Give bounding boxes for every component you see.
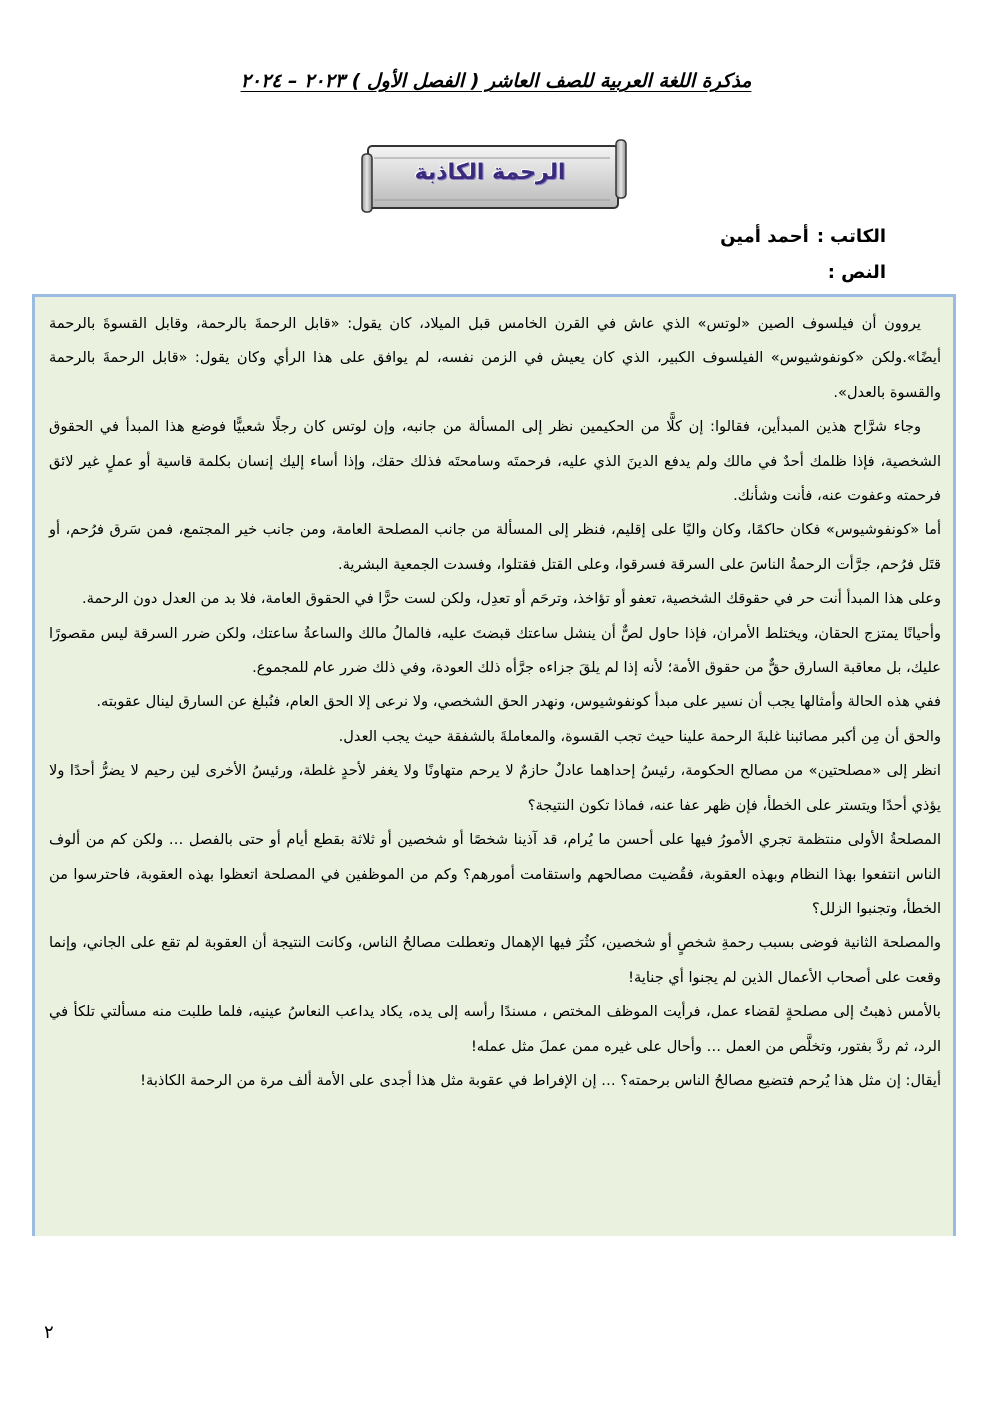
- author-label: الكاتب: [830, 226, 886, 247]
- paragraph: يروون أن فيلسوف الصين «لوتس» الذي عاش في القرن الخامس قبل الميلاد، كان يقول: «قابل الرحمةَ بالرحمة، وقابل القسوةَ بالرحمة أيضًا».ولكن «كونفوشيوس» الفيلسوف الكبير، الذي كان يعيش في الزمن نفسه، لم يوافق على هذا الرأي وكان يقول: «قابل الرحمةَ بالرحمة والقسوة بالعدل».: [49, 315, 941, 401]
- paragraph: وأحيانًا يمتزج الحقان، ويختلط الأمران، فإذا حاول لصٌّ أن ينشل ساعتك قبضتَ عليه، فالمالُ مالك والساعةُ ساعتك، ولكن ضرر السرقة ليس مقصورًا عليك، بل معاقبة السارق حقٌّ من حقوق الأمة؛ لأنه إذا لم يلقَ جزاءه جرَّأه ذلك العودة، وفي ذلك ضرر عام للمجموع.: [49, 624, 941, 677]
- paragraph: وعلى هذا المبدأ أنت حر في حقوقك الشخصية، تعفو أو تؤاخذ، وترحَم أو تعدِل، ولكن لست حرًّا في الحقوق العامة، فلا بد من العدل دون الرحمة.: [82, 590, 941, 608]
- paragraph: بالأمس ذهبتُ إلى مصلحةٍ لقضاء عمل، فرأيت الموظف المختص ، مسندًا رأسه إلى يده، يكاد يداعب النعاسُ عينيه، فلما طلبت منه مسألتي تلكأ في الرد، ثم ردَّ بفتور، وتخلَّص من العمل … وأحال على غيره ممن عملَ مثل عمله!: [49, 1003, 941, 1055]
- lesson-title: الرحمة الكاذبة: [414, 160, 566, 185]
- page-number: ٢: [44, 1322, 54, 1343]
- paragraph: انظر إلى «مصلحتين» من مصالح الحكومة، رئيسُ إحداهما عادلٌ حازمٌ لا يرحم متهاونًا ولا يغفر لأحدٍ غلطة، ورئيسُ الأخرى لين رحيم لا يضرُّ أحدًا ولا يؤذي أحدًا ويتستر على الخطأ، فإن ظهر عفا عنه، فماذا تكون النتيجة؟: [49, 762, 941, 814]
- author-name: أحمد أمين: [720, 226, 809, 247]
- author-line: [720, 226, 886, 247]
- paragraph: وجاء شرَّاح هذين المبدأين، فقالوا: إن كلًّا من الحكيمين نظر إلى المسألة من جانبه، وإن لوتس كان رجلًا شعبيًّا فوضع هذا المبدأ في الحقوق الشخصية، فإذا ظلمك أحدٌ في مالك ولم يدفع الدينَ الذي عليه، فرحمتَه وسامحتَه فذلك حقك، وإذا أساء إليك إنسان بكلمة قاسية أو عملٍ غير لائق فرحمته وعفوت عنه، فأنت وشأنك.: [49, 418, 941, 505]
- reading-text-box: [32, 294, 956, 1236]
- reading-text: [49, 307, 941, 1098]
- paragraph: والمصلحة الثانية فوضى بسبب رحمةِ شخصٍ أو شخصين، كثُرَ فيها الإهمال وتعطلت مصالحُ الناس، وكانت النتيجة أن العقوبة لم تقع على الجاني، وإنما وقعت على أصحاب الأعمال الذين لم يجنوا أي جناية!: [49, 934, 941, 986]
- paragraph: المصلحةُ الأولى منتظمة تجري الأمورُ فيها على أحسن ما يُرام، قد آذينا شخصًا أو شخصين أو ثلاثة بقطع أيام أو حتى بالفصل … ولكن كم من ألوف الناس انتفعوا بهذا النظام وبهذه العقوبة، فقُضيت مصالحهم واستقامت أمورهم؟ وكم من الموظفين في المصلحة اتعظوا بهذه العقوبة، فاحترسوا من الخطأ، وتجنبوا الزلل؟: [49, 831, 941, 917]
- paragraph: أيقال: إن مثل هذا يُرحم فتضيع مصالحُ الناس برحمته؟ … إن الإفراط في عقوبة مثل هذا أجدى على الأمة ألف مرة من الرحمة الكاذبة!: [140, 1071, 941, 1089]
- lesson-title-banner: [360, 138, 630, 216]
- page-header-title: مذكرة اللغة العربية للصف العاشر ( الفصل الأول ) ٢٠٢٣ – ٢٠٢٤: [240, 70, 752, 92]
- paragraph: أما «كونفوشيوس» فكان حاكمًا، وكان واليًا على إقليم، فنظر إلى المسألة من جانب المصلحة العامة، ومن جانب خير المجتمع، فمن سَرق فرُحم، أو قتَل فرُحم، جرَّأت الرحمةُ الناسَ على السرقة فسرقوا، وعلى القتل فقتلوا، وفسدت الجمعية البشرية.: [49, 521, 941, 573]
- text-section-label: النص :: [827, 262, 886, 283]
- paragraph: والحق أن مِن أكبر مصائبنا غلبةَ الرحمة علينا حيث تجب القسوة، والمعاملةَ بالشفقة حيث يجب العدل.: [338, 727, 941, 745]
- paragraph: ففي هذه الحالة وأمثالها يجب أن نسير على مبدأ كونفوشيوس، ونهدر الحق الشخصي، ولا نرعى إلا الحق العام، فنُبلغ عن السارق لينال عقوبته.: [96, 693, 941, 711]
- author-colon: :: [816, 226, 825, 247]
